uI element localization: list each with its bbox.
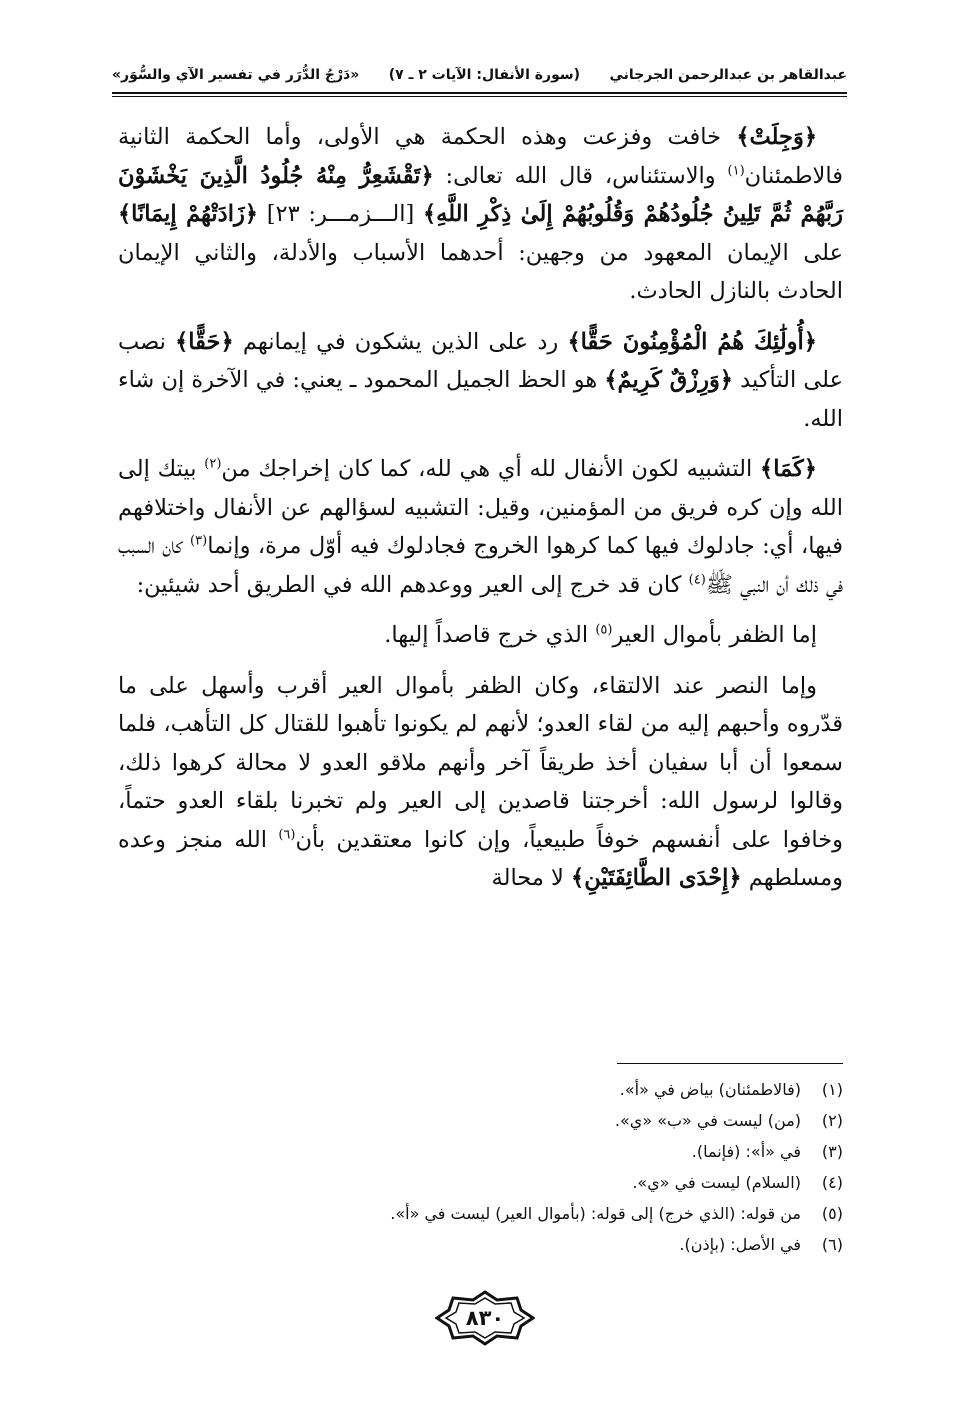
footnote-marker[interactable]: (٥) xyxy=(595,622,613,638)
footnote-text: (فالاطمئنان) بياض في «أ». xyxy=(619,1080,801,1099)
footnote-item xyxy=(180,1198,843,1229)
paragraph-2 xyxy=(118,323,843,439)
footnote-number: (٦) xyxy=(821,1235,843,1254)
quran-quote: ﴿حَقًّا﴾ xyxy=(175,328,234,355)
paragraph-5 xyxy=(118,667,843,898)
footnote-marker[interactable]: (٦) xyxy=(278,827,296,842)
footnote-text: في «أ»: (فإنما). xyxy=(691,1142,801,1161)
paragraph-text: الذي خرج قاصداً إليها. xyxy=(384,622,596,648)
footnote-text: من قوله: (الذي خرج) إلى قوله: (بأموال العير) ليست في «أ». xyxy=(390,1204,801,1223)
footnote-number: (٤) xyxy=(821,1173,843,1192)
footnote-item xyxy=(180,1136,843,1167)
paragraph-text: هو الحظ الجميل المحمود ـ يعني: في الآخرة إن شاء الله. xyxy=(118,367,843,432)
paragraph-text: كان قد خرج إلى العير ووعدهم الله في الطريق أحد شيئين: xyxy=(136,571,689,598)
footnote-divider xyxy=(617,1063,843,1064)
header-divider-thin xyxy=(112,96,847,97)
header-book-title: «دَرْجُ الدُّرَر في تفسير الآي والسُّوَر» xyxy=(112,67,360,83)
footnote-number: (١) xyxy=(821,1080,843,1099)
footnote-item xyxy=(180,1105,843,1136)
footnote-number: (٢) xyxy=(821,1111,843,1130)
quran-quote: ﴿إِحْدَى الطَّائِفَتَيْنِ﴾ xyxy=(571,865,742,891)
footnote-number: (٣) xyxy=(821,1142,843,1161)
paragraph-text: التشبيه لكون الأنفال لله أي هي لله، كما كان إخراجك من xyxy=(221,456,761,482)
paragraph-text: الله منجز وعده ومسلطهم xyxy=(118,826,843,891)
header-surah-range: (سورة الأنفال: الآيات ٢ ـ ٧) xyxy=(388,67,581,83)
quran-quote: ﴿كَمَا﴾ xyxy=(760,456,817,482)
page-number-ornament xyxy=(435,1290,535,1346)
paragraph-text: خافت وفزعت وهذه الحكمة هي الأولى، وأما الحكمة الثانية فالاطمئنان xyxy=(118,124,843,189)
header-divider xyxy=(112,92,847,94)
paragraph-3 xyxy=(118,450,843,604)
quran-quote: ﴿أُولَٰئِكَ هُمُ الْمُؤْمِنُونَ حَقًّا﴾ xyxy=(567,328,817,355)
paragraph-text: نصب على التأكيد xyxy=(118,328,843,393)
quran-quote: ﴿زَادَتْهُمْ إِيمَانًا﴾ xyxy=(118,201,258,227)
paragraph-text: وإما النصر عند الالتقاء، وكان الظفر بأموال العير أقرب وأسهل على ما قدّروه وأحبهم إليه من لقاء العدو؛ لأنهم لم يكونوا تأهبوا للقتال كل التأهب، فلما سمعوا أن أبا سفيان أخذ طريقاً آخر وأنهم ملاقو العدو لا محالة كرهوا ذلك، وقالوا لرسول الله: أخرجتنا قاصدين إلى العير ولم تخبرنا بلقاء العدو حتماً، وخافوا على أنفسهم خوفاً طبيعياً، وإن كانوا معتقدين بأن xyxy=(118,672,844,853)
footnote-marker[interactable]: (١) xyxy=(727,163,745,178)
footnote-marker[interactable]: (٢) xyxy=(204,456,222,472)
footnote-item xyxy=(180,1074,843,1105)
paragraph-4 xyxy=(118,616,843,655)
footnote-marker[interactable]: (٤) xyxy=(688,572,706,587)
running-header xyxy=(112,62,847,88)
quran-quote: ﴿وَجِلَتْ﴾ xyxy=(736,124,817,150)
footnote-text: في الأصل: (بإذن). xyxy=(679,1235,801,1254)
quran-quote: ﴿وَرِزْقٌ كَرِيمٌ﴾ xyxy=(604,367,733,393)
paragraph-text: والاستئناس، قال الله تعالى: xyxy=(433,162,728,189)
footnotes-list xyxy=(180,1074,843,1260)
paragraph-1 xyxy=(118,118,843,311)
header-author: عبدالقاهر بن عبدالرحمن الجرجاني xyxy=(609,67,847,83)
quran-quote: ﴿تَقْشَعِرُّ مِنْهُ جُلُودُ الَّذِينَ يَخْشَوْنَ رَبَّهُمْ ثُمَّ تَلِينُ جُلُودُهُمْ وَقُلُوبُهُمْ إِلَىٰ ذِكْرِ اللَّهِ﴾ xyxy=(118,162,843,227)
paragraph-text: بيتك إلى الله وإن كره فريق من المؤمنين، وقيل: التشبيه لسؤالهم عن الأنفال واختلافهم فيها، أي: جادلوك فيها كما كرهوا الخروج فجادلوك فيه أوّل مرة، وإنما xyxy=(118,456,843,559)
footnote-marker[interactable]: (٣) xyxy=(190,533,208,549)
paragraph-text: كان السبب في ذلك أن النبي ﷺ xyxy=(118,533,843,598)
verse-reference: [الـــزمـــر: ٢٣] xyxy=(258,201,423,227)
paragraph-text: رد على الذين يشكون في إيمانهم xyxy=(233,328,568,355)
footnote-text: (من) ليست في «ب» «ي». xyxy=(614,1111,801,1130)
footnote-item xyxy=(180,1229,843,1260)
paragraph-text: لا محالة xyxy=(491,865,572,891)
paragraph-text: إما الظفر بأموال العير xyxy=(612,622,817,648)
paragraph-text: على الإيمان المعهود من وجهين: أحدهما الأسباب والأدلة، والثاني الإيمان الحادث بالنازل الحادث. xyxy=(118,239,843,304)
footnote-item xyxy=(180,1167,843,1198)
footnote-text: (السلام) ليست في «ي». xyxy=(632,1173,801,1192)
footnote-number: (٥) xyxy=(821,1204,843,1223)
main-text xyxy=(118,118,843,910)
page-number: ٨٣٠ xyxy=(465,1306,505,1330)
